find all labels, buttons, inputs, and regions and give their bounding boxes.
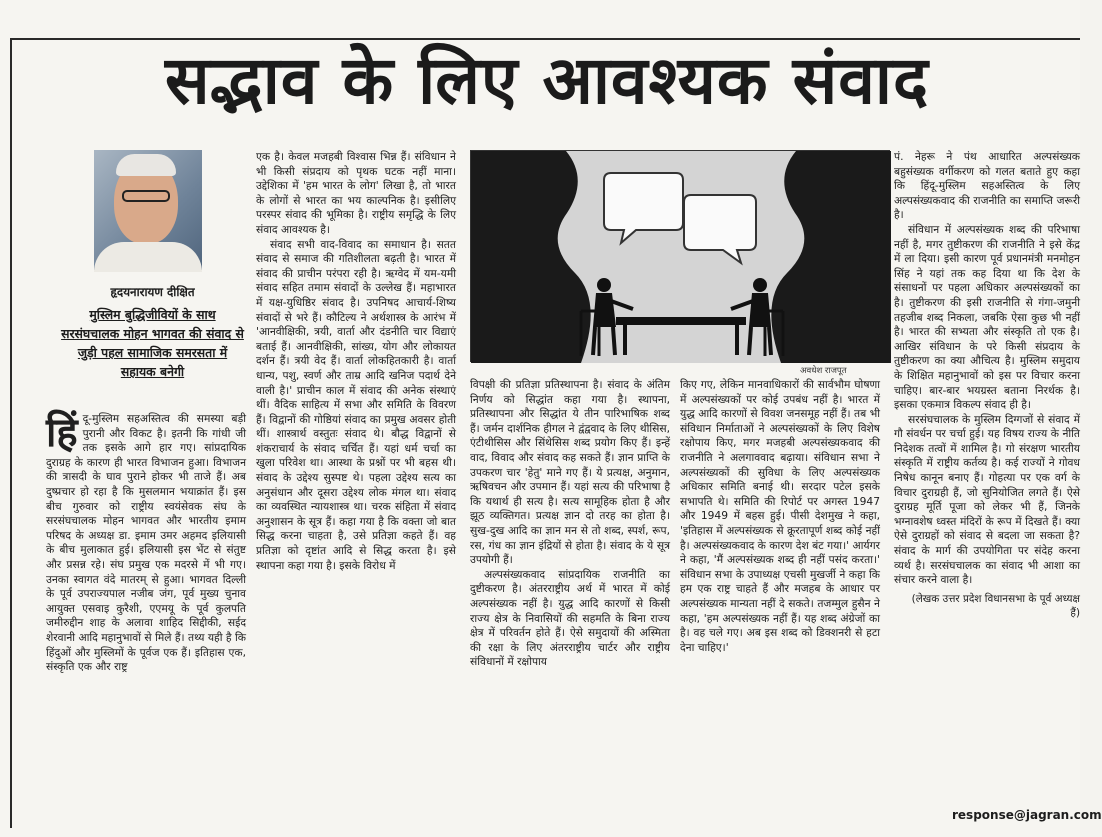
response-email[interactable]: response@jagran.com <box>952 808 1102 822</box>
headline: सद्भाव के लिए आवश्यक संवाद <box>165 42 930 119</box>
left-rule <box>10 38 12 828</box>
paragraph: संविधान में अल्पसंख्यक शब्द की परिभाषा नहीं है, मगर तुष्टीकरण की राजनीति ने इसे केंद्र में ला दिया। इसी कारण पूर्व प्रधानमंत्री मनमोहन सिंह ने यहां तक कह दिया था कि देश के संसाधनों पर पहला अधिकार अल्पसंख्यकों का है। तुष्टीकरण की इसी राजनीति से गंगा-जमुनी तहजीब शब्द निकला, जबकि ऐसा कुछ भी नहीं है। भारत की सभ्यता और संस्कृति तो एक है। आखिर संविधान के परे किसी संप्रदाय के तुष्टीकरण का क्या औचित्य है। मुस्लिम समुदाय के शिक्षित महानुभावों को इस पर विचार करना चाहिए। बार-बार भयग्रस्त बताना निरर्थक है। इसका एकमात्र विकल्प संवाद ही है। <box>894 222 1080 412</box>
dropcap: हिं <box>46 410 78 456</box>
illustration-svg <box>471 151 891 363</box>
article-illustration <box>470 150 890 362</box>
table-icon <box>616 317 746 325</box>
author-name: हृदयनारायण दीक्षित <box>110 285 195 299</box>
article-column-4 <box>680 378 880 832</box>
photo-credit: अवधेश राजपूत <box>800 366 847 376</box>
author-hair <box>116 154 176 176</box>
paragraph: अल्पसंख्यकवाद सांप्रदायिक राजनीति का दुष्टीकरण है। अंतरराष्ट्रीय अर्थ में भारत में कोई अल्पसंख्यक नहीं है। युद्ध आदि कारणों से किसी राज्य क्षेत्र के निवासियों की सहमति के बिना राज्य क्षेत्र में परिवर्तन होते हैं। ऐसे समुदायों की अस्मिता की रक्षा के लिए अंतरराष्ट्रीय चार्टर और राष्ट्रीय संविधानों में रक्षोपाय <box>470 567 670 669</box>
author-glasses <box>122 190 170 202</box>
top-rule <box>10 38 1080 40</box>
lead-paragraph: दू-मुस्लिम सहअस्तित्व की समस्या बड़ी पुरानी और विकट है। इतनी कि गांधी जी तक इसके आगे हार गए। सांप्रदायिक दुराग्रह के कारण ही भारत विभाजन हुआ। विभाजन की त्रासदी के घाव पुराने होकर भी ताजे हैं। अब दुष्प्रचार हो रहा है कि मुसलमान भयाक्रांत हैं। इस बीच गुरुवार को राष्ट्रीय स्वयंसेवक संघ के सरसंघचालक मोहन भागवत और भारतीय इमाम परिषद के अध्यक्ष डा. इमाम उमर अहमद इलियासी के बीच मुलाकात हुई। इलियासी इस भेंट से संतुष्ट और प्रसन्न रहे। संघ प्रमुख एक मदरसे में भी गए। उनका स्वागत वंदे मातरम् से हुआ। भागवत दिल्ली के पूर्व उपराज्यपाल नजीब जंग, पूर्व मुख्य चुनाव आयुक्त एसवाइ कुरैशी, एएमयू के पूर्व कुलपति जमीरुद्दीन शाह के अलावा शाहिद सिद्दीकी, सईद शेरवानी आदि महानुभावों से मिले हैं। तथ्य यही है कि हिंदुओं और मुस्लिमों के पूर्वज एक हैं। इतिहास एक, संस्कृति एक और राष्ट्र <box>46 412 246 674</box>
paragraph: संवाद सभी वाद-विवाद का समाधान है। सतत संवाद से समाज की गतिशीलता बढ़ती है। भारत में संवाद की प्राचीन परंपरा रही है। ऋग्वेद में यम-यमी संवाद सहित तमाम संवादों के उल्लेख हैं। महाभारत में यक्ष-युधिष्ठिर संवाद है। उपनिषद आचार्य-शिष्य संवादों से भरे हैं। कौटिल्य ने अर्थशास्त्र के आरंभ में 'आनवीक्षिकी, त्रयी, वार्ता और दंडनीति चार विद्याएं बताई हैं। आनवीक्षिकी, सांख्य, योग और लोकायत दर्शन हैं। त्रयी वेद हैं। वार्ता लोकहितकारी है। वार्ता धान्य, पशु, स्वर्ण और ताम्र आदि खनिज पदार्थ देने वाली है।' प्राचीन काल में संवाद की अनेक संस्थाएं थीं। वैदिक साहित्य में सभा और समिति के विवरण हैं। विद्वानों की गोष्ठियां संवाद का प्रमुख अवसर होती थीं। शास्त्रार्थ वस्तुतः संवाद थे। बौद्ध विद्वानों से शंकराचार्य के संवाद चर्चित हैं। यहां धर्म चर्चा का खुला परिवेश था। आस्था के प्रश्नों पर भी बहस थी। संवाद के उद्देश्य सुस्पष्ट थे। पहला उद्देश्य सत्य का अनुसंधान और दूसरा उद्देश्य लोक मंगल था। संवाद का व्यवस्थित न्यायशास्त्र था। चरक संहिता में संवाद अनुशासन के सूत्र हैं। कहा गया है कि वक्ता जो बात सिद्ध करना चाहता है, उसे प्रतिज्ञा कहते हैं। वह प्रतिज्ञा को दृष्टांत आदि से सिद्ध करता है। इसे स्थापना कहा गया है। इसके विरोध में <box>256 237 456 572</box>
paragraph: किए गए, लेकिन मानवाधिकारों की सार्वभौम घोषणा में अल्पसंख्यकों पर कोई उपबंध नहीं है। भारत में युद्ध आदि कारणों से विवश जनसमूह नहीं हैं। तब भी संविधान निर्माताओं ने अल्पसंख्यकों के लिए विशेष रक्षोपाय किए, मगर मजहबी अल्पसंख्यकवाद की राजनीति ने अलगाववाद बढ़ाया। संविधान सभा ने अल्पसंख्यकों की सुविधा के लिए अल्पसंख्यक अधिकार समिति बनाई थी। सरदार पटेल इसके सभापति थे। समिति की रिपोर्ट पर अगस्त 1947 और 1949 में बहस हुई। पीसी देशमुख ने कहा, 'इतिहास में अल्पसंख्यक से क्रूरतापूर्ण शब्द कोई नहीं है। अल्पसंख्यकवाद के कारण देश बंट गया।' आर्यगर ने कहा, 'मैं अल्पसंख्यक शब्द ही नहीं पसंद करता।' संविधान सभा के उपाध्यक्ष एचसी मुखर्जी ने कहा कि हम एक राष्ट्र चाहते हैं और मजहब के आधार पर अल्पसंख्यक मान्यता नहीं दे सकते। तजम्मुल हुसैन ने कहा, 'हम अल्पसंख्यक नहीं हैं। यह शब्द अंग्रेजों का है। वह चले गए। अब इस शब्द को डिक्शनरी से हटा देना चाहिए।' <box>680 378 880 654</box>
paragraph: विपक्षी की प्रतिज्ञा प्रतिस्थापना है। संवाद के अंतिम निर्णय को सिद्धांत कहा गया है। स्थापना, प्रतिस्थापना और सिद्धांत ये तीन पारिभाषिक शब्द हैं। जर्मन दार्शनिक हीगल ने द्वंद्ववाद के लिए थीसिस, एंटीथीसिस और सिंथेसिस शब्द प्रयोग किए हैं। इन्हें वाद, विवाद और संवाद कह सकते हैं। ज्ञान प्राप्ति के उपकरण चार 'हेतु' माने गए हैं। ये प्रत्यक्ष, अनुमान, ऋषिवचन और उपमान हैं। यहां सत्य की परिभाषा है कि यथार्थ ही सत्य है। सत्य सामूहिक होता है और झूठ व्यक्तिगत। प्रत्यक्ष ज्ञान दो तरह का होता है। सुख-दुख आदि का ज्ञान मन से तो शब्द, स्पर्श, रूप, रस, गंध का ज्ञान इंद्रियों से होता है। संवाद के ये सूत्र उपयोगी हैं। <box>470 378 670 567</box>
author-shirt <box>94 242 202 272</box>
right-figure-icon <box>753 278 767 292</box>
deck-text: मुस्लिम बुद्धिजीवियों के साथ सरसंघचालक मोहन भागवत की संवाद से जुड़ी पहल सामाजिक समरसता में सहायक बनेगी <box>61 307 244 379</box>
paragraph: सरसंघचालक के मुस्लिम दिग्गजों से संवाद में गौ संवर्धन पर चर्चा हुई। यह विषय राज्य के नीति निदेशक तत्वों में शामिल है। गो संरक्षण भारतीय संस्कृति में राष्ट्रीय कर्तव्य है। कई राज्यों ने गोवध निषेध कानून बनाए हैं। गोहत्या पर एक वर्ग के विचार दुराग्रही हैं, जो सुनियोजित लगते हैं। ऐसे दुराग्रह मूर्ति पूजा को लेकर भी हैं, जिनके भग्नावशेष ध्वस्त मंदिरों के रूप में दिखते हैं। क्या ऐसे दुराग्रहों को संवाद से बदला जा सकता है? संवाद के मार्ग की उपयोगिता पर संदेह करना व्यर्थ है। सरसंघचालक का संवाद भी आशा का संचार करने वाला है। <box>894 412 1080 587</box>
article-column-5 <box>894 150 1080 800</box>
article-column-2 <box>256 150 456 832</box>
paragraph: पं. नेहरू ने पंथ आधारित अल्पसंख्यक बहुसंख्यक वर्गीकरण को गलत बताते हुए कहा कि हिंदू-मुस्लिम सहअस्तित्व के लिए अल्पसंख्यकवाद की राजनीति का समाप्ति जरूरी है। <box>894 150 1080 222</box>
deck <box>60 305 245 381</box>
article-column-3 <box>470 378 670 832</box>
paragraph: एक है। केवल मजहबी विश्वास भिन्न हैं। संविधान ने भी किसी संप्रदाय को पृथक घटक नहीं माना। उद्देशिका में 'हम भारत के लोग' लिखा है, तो भारत के लोगों से भारत का भय काल्पनिक है। इसीलिए परस्पर संवाद की भूमिका है। राष्ट्रीय समृद्धि के लिए संवाद आवश्यक है। <box>256 150 456 236</box>
left-figure-icon <box>597 278 611 292</box>
author-photo <box>94 150 202 270</box>
article-column-1 <box>46 412 246 832</box>
author-footnote: (लेखक उत्तर प्रदेश विधानसभा के पूर्व अध्यक्ष हैं) <box>911 592 1080 620</box>
